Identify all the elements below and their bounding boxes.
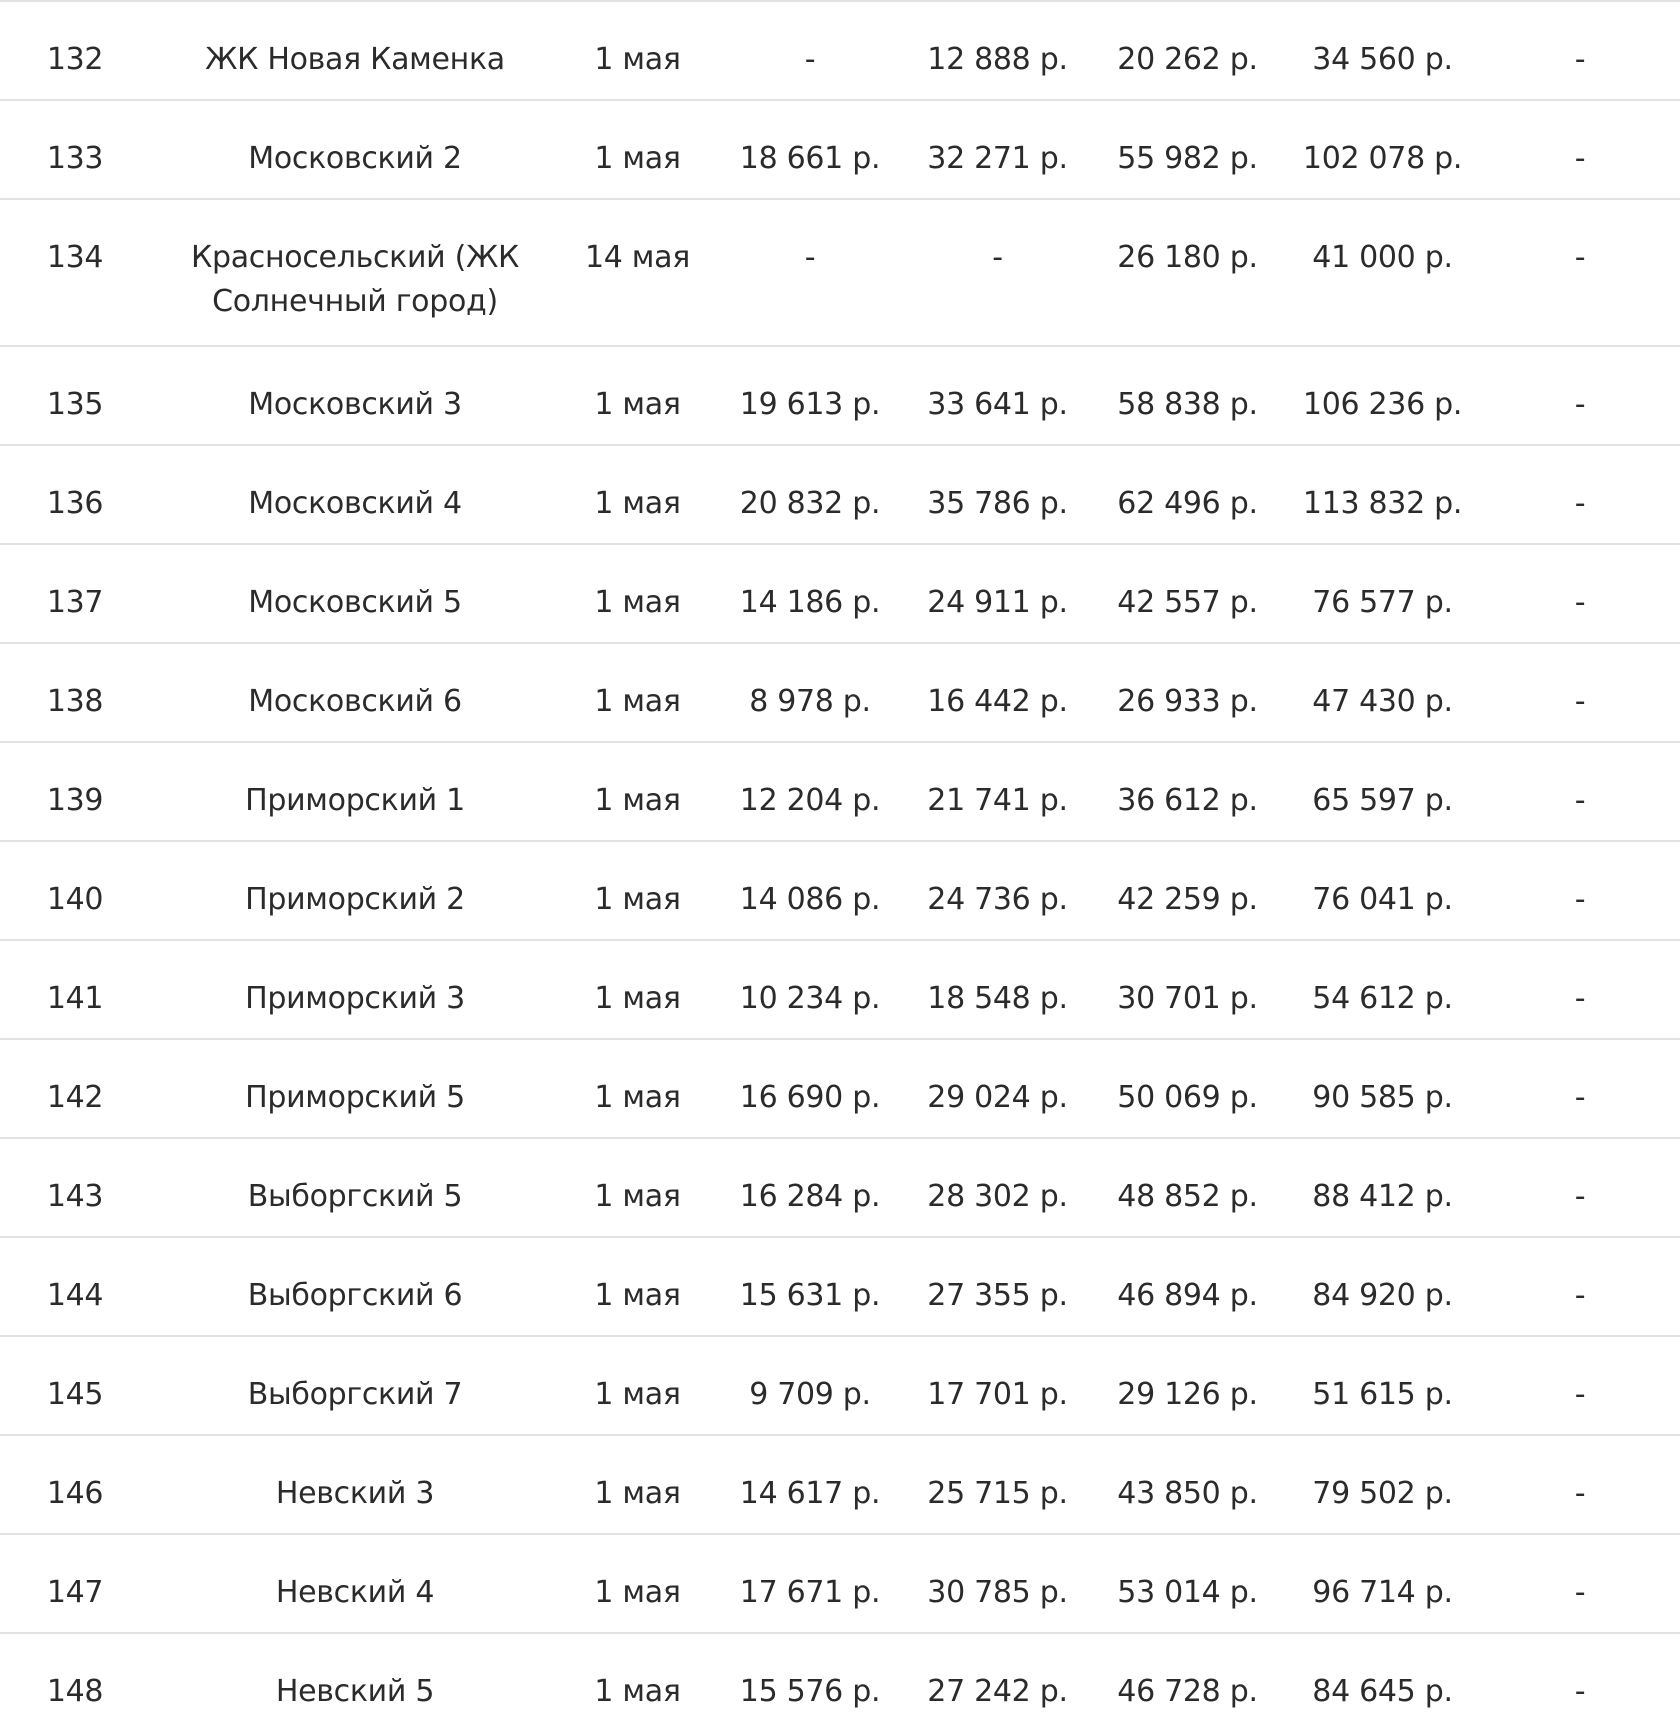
price-col-2: - xyxy=(992,240,1003,275)
price-col-4: 51 615 р. xyxy=(1312,1377,1453,1412)
price-col-3: 36 612 р. xyxy=(1117,783,1258,818)
district-name: Невский 5 xyxy=(275,1674,435,1709)
district-name: Приморский 5 xyxy=(245,1080,465,1115)
effective-date: 1 мая xyxy=(594,1278,681,1313)
effective-date: 1 мая xyxy=(594,1080,681,1115)
extra-col: - xyxy=(1574,684,1586,719)
district-name: Московский 6 xyxy=(248,684,462,719)
price-col-1: 12 204 р. xyxy=(739,783,881,818)
price-col-1: 19 613 р. xyxy=(739,387,881,422)
price-col-2: 16 442 р. xyxy=(927,684,1068,719)
district-name: Выборгский 6 xyxy=(247,1278,463,1313)
table-row xyxy=(0,1,1680,100)
district-name: Выборгский 5 xyxy=(247,1179,463,1214)
row-number: 135 xyxy=(46,387,104,422)
table-row xyxy=(0,1138,1680,1237)
price-col-4: 102 078 р. xyxy=(1302,141,1463,176)
effective-date: 1 мая xyxy=(594,486,681,521)
price-col-1: 18 661 р. xyxy=(739,141,881,176)
price-col-4: 54 612 р. xyxy=(1312,981,1453,1016)
district-name: Приморский 1 xyxy=(245,783,465,818)
price-col-3: 55 982 р. xyxy=(1117,141,1258,176)
price-col-3: 53 014 р. xyxy=(1117,1575,1258,1610)
price-col-2: 32 271 р. xyxy=(927,141,1068,176)
extra-col: - xyxy=(1574,486,1586,521)
table-row xyxy=(0,940,1680,1039)
row-number: 137 xyxy=(46,585,104,620)
price-col-4: 34 560 р. xyxy=(1312,42,1453,77)
price-col-2: 24 911 р. xyxy=(927,585,1068,620)
price-col-3: 42 557 р. xyxy=(1117,585,1258,620)
price-col-1: 10 234 р. xyxy=(739,981,881,1016)
price-col-2: 25 715 р. xyxy=(927,1476,1068,1511)
extra-col: - xyxy=(1574,1179,1586,1214)
price-col-2: 24 736 р. xyxy=(927,882,1068,917)
table-row xyxy=(0,199,1680,346)
price-col-4: 90 585 р. xyxy=(1312,1080,1453,1115)
price-col-3: 26 933 р. xyxy=(1117,684,1258,719)
row-number: 140 xyxy=(46,882,104,917)
price-col-1: 14 617 р. xyxy=(739,1476,881,1511)
district-name: Московский 3 xyxy=(248,387,462,422)
price-col-1: - xyxy=(804,42,816,77)
price-col-2: 27 242 р. xyxy=(927,1674,1068,1709)
district-name: Невский 3 xyxy=(275,1476,435,1511)
extra-col: - xyxy=(1574,783,1586,818)
price-col-4: 88 412 р. xyxy=(1312,1179,1453,1214)
row-number: 133 xyxy=(46,141,104,176)
extra-col: - xyxy=(1574,1377,1586,1412)
row-number: 145 xyxy=(46,1377,104,1412)
row-number: 138 xyxy=(46,684,104,719)
price-col-1: 20 832 р. xyxy=(739,486,881,521)
district-name: Московский 2 xyxy=(248,141,462,176)
effective-date: 1 мая xyxy=(594,42,681,77)
effective-date: 1 мая xyxy=(594,141,681,176)
row-number: 148 xyxy=(46,1674,104,1709)
effective-date: 1 мая xyxy=(594,1179,681,1214)
table-row xyxy=(0,1633,1680,1731)
extra-col: - xyxy=(1574,240,1586,275)
price-col-1: 9 709 р. xyxy=(749,1377,871,1412)
extra-col: - xyxy=(1574,1575,1586,1610)
extra-col: - xyxy=(1574,882,1586,917)
price-col-4: 76 577 р. xyxy=(1312,585,1453,620)
price-col-1: - xyxy=(804,240,816,275)
price-col-4: 113 832 р. xyxy=(1302,486,1463,521)
price-col-3: 58 838 р. xyxy=(1117,387,1258,422)
price-col-3: 50 069 р. xyxy=(1117,1080,1258,1115)
table-row xyxy=(0,346,1680,445)
price-col-4: 41 000 р. xyxy=(1312,240,1453,275)
price-col-1: 15 576 р. xyxy=(739,1674,881,1709)
extra-col: - xyxy=(1574,1674,1586,1709)
extra-col: - xyxy=(1574,141,1586,176)
effective-date: 1 мая xyxy=(594,882,681,917)
price-col-3: 48 852 р. xyxy=(1117,1179,1258,1214)
price-col-4: 96 714 р. xyxy=(1312,1575,1453,1610)
effective-date: 1 мая xyxy=(594,585,681,620)
row-number: 134 xyxy=(46,240,104,275)
price-col-2: 29 024 р. xyxy=(927,1080,1068,1115)
price-col-3: 20 262 р. xyxy=(1117,42,1258,77)
price-col-2: 28 302 р. xyxy=(927,1179,1068,1214)
effective-date: 14 мая xyxy=(585,240,690,275)
price-col-1: 17 671 р. xyxy=(739,1575,881,1610)
extra-col: - xyxy=(1574,981,1586,1016)
table-row xyxy=(0,643,1680,742)
row-number: 136 xyxy=(46,486,104,521)
effective-date: 1 мая xyxy=(594,387,681,422)
row-number: 142 xyxy=(46,1080,104,1115)
price-col-2: 17 701 р. xyxy=(927,1377,1068,1412)
price-col-4: 79 502 р. xyxy=(1312,1476,1453,1511)
district-name: Московский 5 xyxy=(248,585,462,620)
table-row xyxy=(0,1237,1680,1336)
extra-col: - xyxy=(1574,387,1586,422)
table-row xyxy=(0,445,1680,544)
district-name: Приморский 2 xyxy=(245,882,465,917)
district-name: Красносельский (ЖК Солнечный город) xyxy=(190,240,520,319)
extra-col: - xyxy=(1574,1476,1586,1511)
row-number: 146 xyxy=(46,1476,104,1511)
district-name: Московский 4 xyxy=(248,486,462,521)
price-col-3: 26 180 р. xyxy=(1117,240,1258,275)
price-col-1: 14 186 р. xyxy=(739,585,881,620)
row-number: 143 xyxy=(46,1179,104,1214)
price-col-3: 46 894 р. xyxy=(1117,1278,1258,1313)
price-col-1: 8 978 р. xyxy=(749,684,871,719)
price-col-2: 33 641 р. xyxy=(927,387,1068,422)
extra-col: - xyxy=(1574,585,1586,620)
extra-col: - xyxy=(1574,1080,1586,1115)
price-col-2: 12 888 р. xyxy=(927,42,1068,77)
price-col-4: 65 597 р. xyxy=(1312,783,1453,818)
price-col-1: 15 631 р. xyxy=(739,1278,881,1313)
effective-date: 1 мая xyxy=(594,684,681,719)
district-name: ЖК Новая Каменка xyxy=(205,42,505,77)
price-col-2: 21 741 р. xyxy=(927,783,1068,818)
table-row xyxy=(0,1039,1680,1138)
effective-date: 1 мая xyxy=(594,1575,681,1610)
row-number: 139 xyxy=(46,783,104,818)
price-col-4: 106 236 р. xyxy=(1302,387,1463,422)
table-row xyxy=(0,1534,1680,1633)
price-col-3: 29 126 р. xyxy=(1117,1377,1258,1412)
price-col-1: 16 284 р. xyxy=(739,1179,881,1214)
extra-col: - xyxy=(1574,42,1586,77)
price-col-4: 47 430 р. xyxy=(1312,684,1453,719)
price-col-3: 42 259 р. xyxy=(1117,882,1258,917)
price-col-2: 30 785 р. xyxy=(927,1575,1068,1610)
table-row xyxy=(0,742,1680,841)
price-col-1: 16 690 р. xyxy=(739,1080,881,1115)
district-name: Невский 4 xyxy=(275,1575,435,1610)
price-col-3: 30 701 р. xyxy=(1117,981,1258,1016)
effective-date: 1 мая xyxy=(594,1674,681,1709)
table-row xyxy=(0,100,1680,199)
row-number: 132 xyxy=(46,42,104,77)
effective-date: 1 мая xyxy=(594,981,681,1016)
price-col-2: 27 355 р. xyxy=(927,1278,1068,1313)
effective-date: 1 мая xyxy=(594,1377,681,1412)
price-col-1: 14 086 р. xyxy=(739,882,881,917)
table-row xyxy=(0,1336,1680,1435)
price-col-2: 18 548 р. xyxy=(927,981,1068,1016)
price-col-2: 35 786 р. xyxy=(927,486,1068,521)
table-body xyxy=(0,1,1680,1731)
price-col-4: 84 645 р. xyxy=(1312,1674,1453,1709)
district-name: Приморский 3 xyxy=(245,981,465,1016)
price-col-3: 62 496 р. xyxy=(1117,486,1258,521)
effective-date: 1 мая xyxy=(594,783,681,818)
effective-date: 1 мая xyxy=(594,1476,681,1511)
price-col-3: 43 850 р. xyxy=(1117,1476,1258,1511)
table-row xyxy=(0,1435,1680,1534)
price-col-4: 76 041 р. xyxy=(1312,882,1453,917)
extra-col: - xyxy=(1574,1278,1586,1313)
table-row xyxy=(0,544,1680,643)
district-name: Выборгский 7 xyxy=(247,1377,463,1412)
row-number: 141 xyxy=(46,981,104,1016)
row-number: 147 xyxy=(46,1575,104,1610)
price-col-3: 46 728 р. xyxy=(1117,1674,1258,1709)
row-number: 144 xyxy=(46,1278,104,1313)
price-col-4: 84 920 р. xyxy=(1312,1278,1453,1313)
table-row xyxy=(0,841,1680,940)
